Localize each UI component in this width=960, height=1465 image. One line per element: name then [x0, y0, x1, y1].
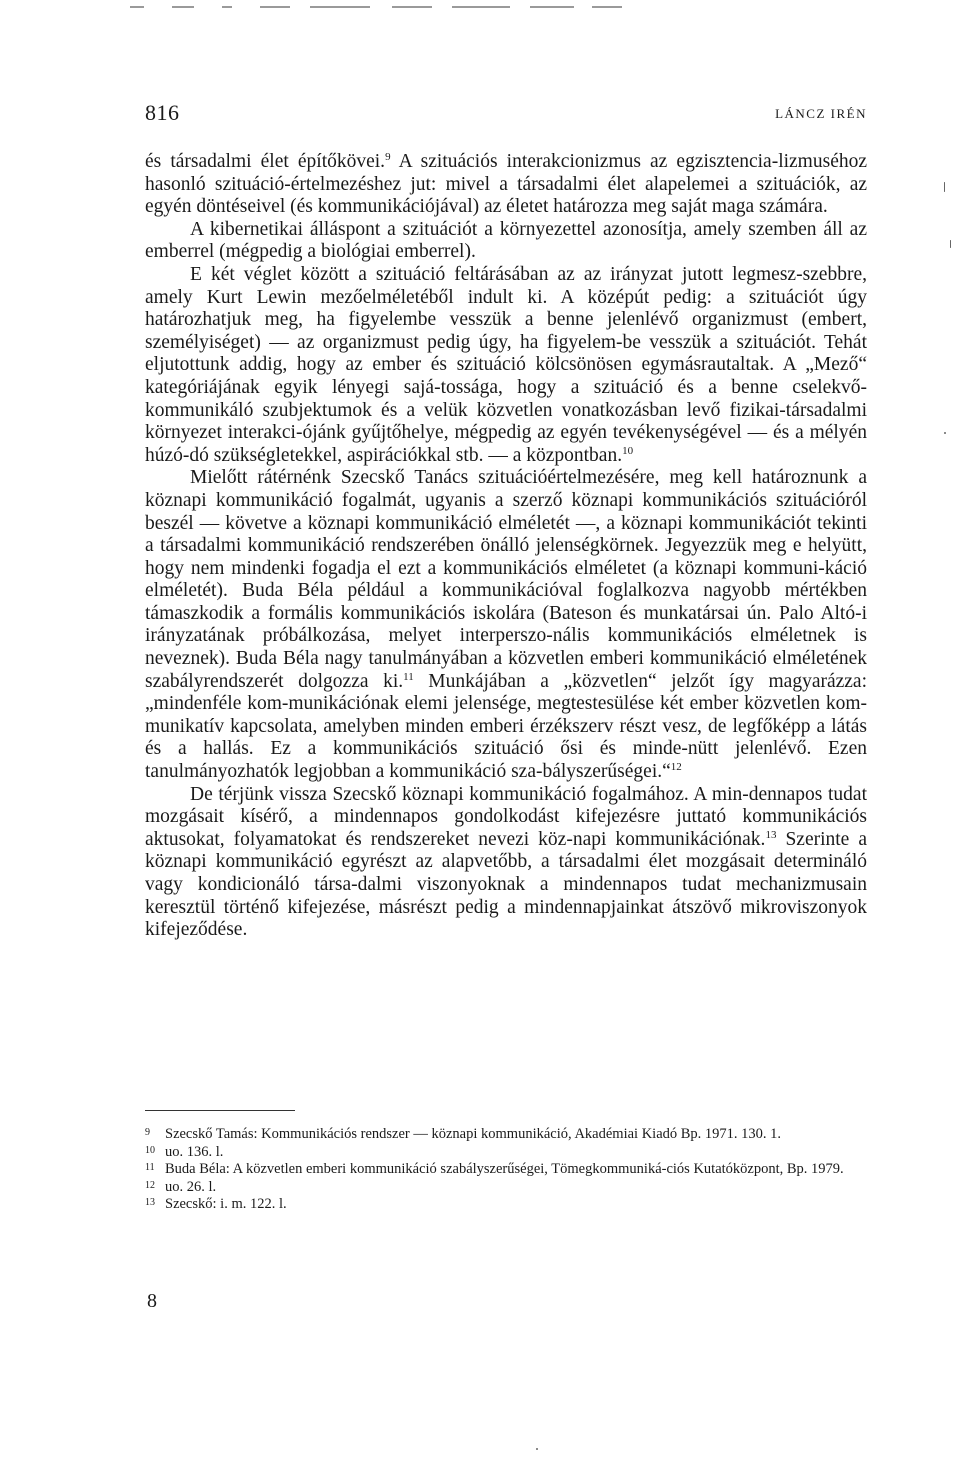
footnote-mark: 10 [145, 1144, 155, 1156]
footnote-mark: 12 [145, 1179, 155, 1191]
page-number: 816 [145, 100, 180, 125]
paragraph-text: Mielőtt rátérnénk Szecskő Tanács szituációértelmezésére, meg kell határoznunk a köznapi kommunikáció fogalmát, ugyanis a szerző köznapi kommunikációs szituációról beszél — követve a köznapi kommunikáció elméletét —, a köznapi kommunikációt tekinti a társadalmi kommunikáció rendszerében önálló jelenségkörnek. Jegyezzük meg e helyütt, hogy nem mindenki fogadja el ezt a kommunikációs elméletet (a köznapi kommuni-káció elméletét). Buda Béla például a kommunikációval foglalkozva nagyobb mértékben támaszkodik a formális kommunikációs iskolára (Bateson és munkatársai ún. Palo Altó-i irányzatának próbálkozása, melyet interperszo-nális kommunikációs elméletnek is neveznek). Buda Béla nagy tanulmányában a közvetlen emberi kommunikáció elméletének szabályrendszerét dolgozza ki. [145, 467, 867, 692]
paragraph [145, 467, 867, 783]
footnote [145, 1126, 867, 1144]
footnote-reference: 12 [670, 761, 682, 774]
footnote-text: Szecskő: i. m. 122. l. [165, 1196, 287, 1213]
footnote-reference: 9 [385, 151, 391, 163]
paragraph [145, 784, 867, 942]
footnote [145, 1196, 867, 1214]
paragraph-text: A kibernetikai álláspont a szituációt a környezettel azonosítja, amely szemben áll az emberrel (mégpedig a biológiai emberrel). [145, 218, 867, 263]
footnote-text: uo. 26. l. [165, 1178, 217, 1195]
scan-speck [944, 432, 946, 434]
paragraph [145, 264, 867, 467]
footnote-reference: 13 [765, 828, 777, 841]
paragraph-text: E két véglet között a szituáció feltárásában az az irányzat jutott legmesz-szebbre, amely Kurt Lewin mezőelméletéből indult ki. A középút pedig: a szituációt úgy határozhatjuk meg, ha figyelembe vesszük a benne jelenlévő organizmust (embert, személyiséget) — az organizmust pedig úgy, ha figyelem-be vesszük a szituációt. Tehát eljutottunk addig, hogy az ember és szituáció kölcsönösen egymásrautaltak. A „Mező“ kategóriájának egyik lényegi sajá-tossága, hogy a szituáció és a benne cselekvő-kommunikáló szubjektumok és a velük közvetlen vonatkozásban levő fizikai-társadalmi környezet interakci-ójánk gyűjtőhelye, mégpedig az egyén tevékenységével — és a mélyén húzó-dó szükségletekkel, aspirációkkal stb. — a központban. [145, 263, 867, 466]
paragraph-text: és társadalmi élet építőkövei. [145, 151, 386, 172]
footnote-text: Buda Béla: A közvetlen emberi kommunikáció szabályszerűségei, Tömegkommuniká-ciós Kutatóközpont, Bp. 1979. [165, 1161, 844, 1178]
body-text [145, 151, 867, 942]
footnote [145, 1179, 867, 1197]
paragraph-text: De térjünk vissza Szecskő köznapi kommunikáció fogalmához. A min-dennapos tudat mozgásait kísérő, a mindennapos gondolkodást kifejezésre juttató kommunikációs aktusokat, folyamatokat és rendszereket nevezi köz-napi kommunikációnak. [145, 783, 867, 850]
paragraph-text: A szituációs interakcionizmus az egzisztencia-lizmuséhoz hasonló szituáció-értelmezéshez jut: mivel a társadalmi élet alapelemei a szituációk, az egyén döntéseivel (és kommunikációjával) az életet határozza meg saját maga számára. [145, 151, 868, 218]
footnote-reference: 11 [403, 670, 414, 683]
footnote-reference: 10 [622, 444, 634, 457]
footnote [145, 1161, 867, 1179]
scan-artifact-lines [130, 6, 650, 10]
footnote-mark: 13 [145, 1197, 155, 1209]
paragraph-text: Szerinte a köznapi kommunikáció egyrészt az alapvetőbb, a társadalmi élet mozgásait determináló vagy kondicionáló társa-dalmi viszonyoknak a mindennapos tudat mechanizmusain keresztül történő kifejezése, másrészt pedig a mindennapjainkat átszövő mikroviszonyok kifejeződése. [145, 828, 868, 941]
paragraph-text: Munkájában a „közvetlen“ jelzőt így magyarázza: „mindenféle kom-munikációnak elemi jelensége, megtestesülése két ember közvetlen kom-munikatív kapcsolata, amelyben minden emberi érzékszerv részt vesz, de legfőképp a látás és a hallás. Ez a kommunikációs szituáció ősi és minde-nütt jelenlévő. Ezen tanulmányozhatók legjobban a kommunikáció sza-bályszerűségei.“ [145, 670, 868, 783]
footnote-separator [145, 1110, 295, 1111]
scan-speck [944, 182, 945, 192]
footnote-mark: 9 [145, 1127, 150, 1138]
scan-speck [950, 240, 951, 248]
running-head-author: LÁNCZ IRÉN [775, 106, 867, 121]
scan-speck [536, 1448, 538, 1450]
footnote-mark: 11 [145, 1162, 155, 1174]
paragraph [145, 219, 867, 264]
running-header [145, 100, 867, 130]
paragraph [145, 151, 867, 219]
sheet-number: 8 [147, 1290, 157, 1312]
footnote-text: Szecskő Tamás: Kommunikációs rendszer — köznapi kommunikáció, Akadémiai Kiadó Bp. 1971. 130. 1. [165, 1126, 782, 1142]
footnotes [145, 1126, 867, 1214]
footnote-text: uo. 136. l. [165, 1143, 224, 1160]
footnote [145, 1144, 867, 1162]
